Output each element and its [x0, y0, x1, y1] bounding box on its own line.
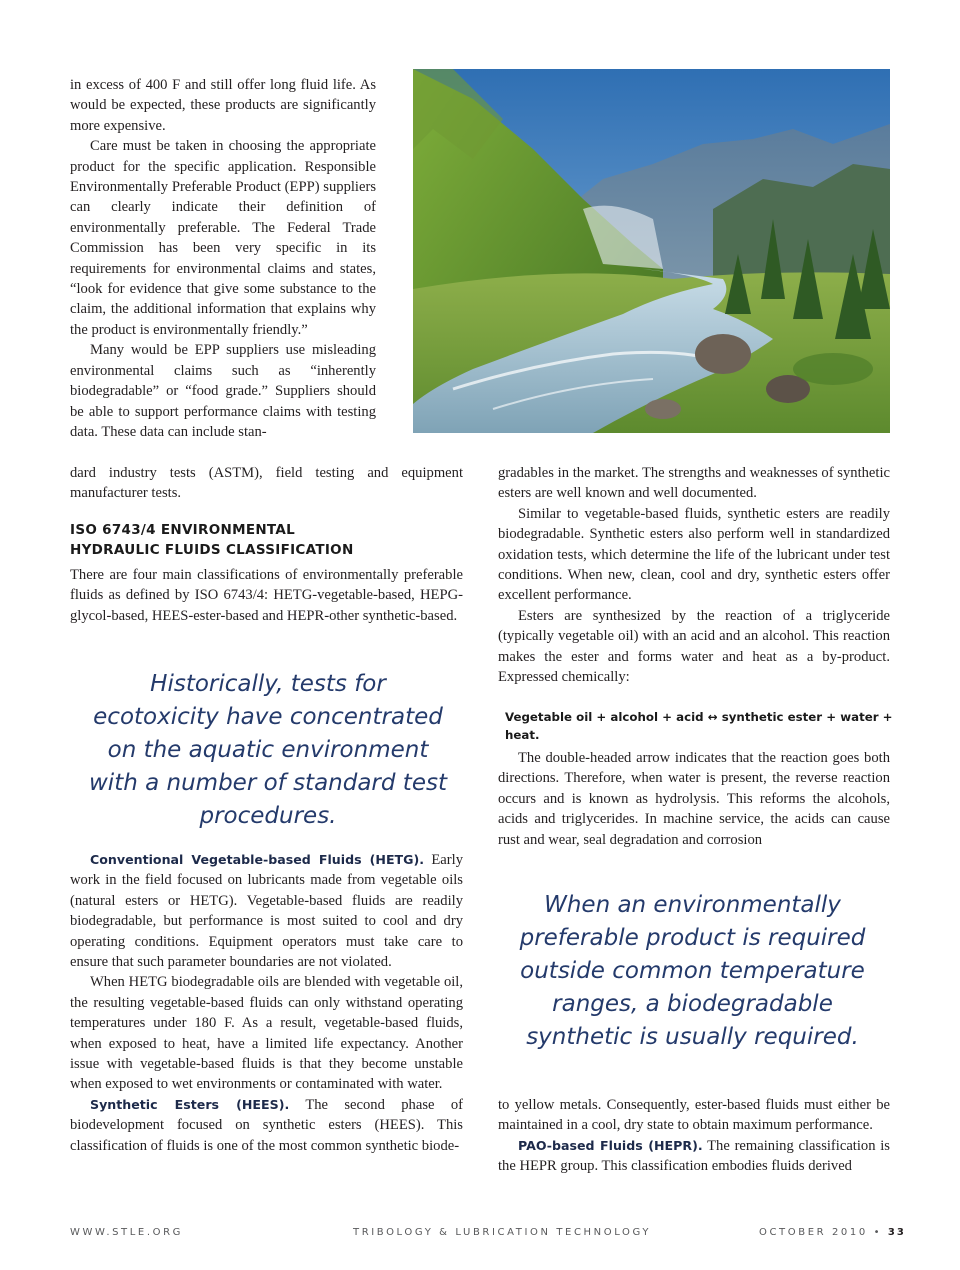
- body-paragraph: Esters are synthesized by the reaction of a triglyceride (typically vegetable oil) with an acid and an alcohol. This reaction makes the ester and forms water and heat as a by-product. Expressed chemically:: [498, 607, 890, 686]
- body-paragraph: in excess of 400 F and still offer long fluid life. As would be expected, these products are significantly more expensive.: [70, 77, 376, 134]
- right-column-middle: [498, 748, 890, 850]
- section-heading-line1: ISO 6743/4 ENVIRONMENTAL: [70, 522, 296, 538]
- body-paragraph: Similar to vegetable-based fluids, synthetic esters are readily biodegradable. Synthetic esters also perform well in standardized oxidation tests, which determine the life of the lubricant under test conditions. When new, clean, cool and dry, synthetic esters offer excellent performance.: [498, 505, 890, 604]
- body-paragraph: There are four main classifications of environmentally preferable fluids as defined by ISO 6743/4: HETG-vegetable-based, HEPG-glycol-based, HEES-ester-based and HEPR-other synthetic-based.: [70, 567, 463, 624]
- left-column-continuation: [70, 463, 463, 504]
- body-paragraph: to yellow metals. Consequently, ester-based fluids must either be maintained in a cool, dry state to obtain maximum performance.: [498, 1097, 890, 1134]
- body-paragraph: gradables in the market. The strengths and weaknesses of synthetic esters are well known and well documented.: [498, 465, 890, 502]
- footer-issue-info: [759, 1227, 906, 1238]
- body-paragraph: [70, 1095, 463, 1156]
- footer-issue-date: OCTOBER 2010: [759, 1227, 868, 1238]
- pull-quote-right: When an environmentally preferable product is required outside common temperature ranges, a biodegradable synthetic is usually required.: [519, 892, 866, 1050]
- left-column-top: [70, 75, 376, 442]
- right-column-top: [498, 463, 890, 687]
- section-intro: [70, 565, 463, 626]
- right-column-bottom: [498, 1095, 890, 1177]
- run-in-heading-hees: Synthetic Esters (HEES).: [90, 1096, 290, 1112]
- hetg-text: Early work in the field focused on lubricants made from vegetable oils (natural esters or HETG). Vegetable-based fluids are readily biodegradable, but performance is most suited to cool and dry operating conditions. Equipment operators must take care to ensure that such parameter boundaries are not violated.: [70, 852, 463, 971]
- section-heading-line2: HYDRAULIC FLUIDS CLASSIFICATION: [70, 542, 354, 558]
- hepr-text: The remaining classification is the HEPR group. This classification embodies fluids derived: [498, 1137, 890, 1175]
- left-column-bottom: [70, 850, 463, 1156]
- body-paragraph: [70, 850, 463, 972]
- body-paragraph: Care must be taken in choosing the appropriate product for the specific application. Responsible Environmentally Preferable Product (EPP) suppliers can clearly indicate their definition of environmentally preferable. The Federal Trade Commission has been very specific in its requirements for environmental claims and states, “look for evidence that give some substance to the claim, the additional information that explains why the product is environmentally friendly.”: [70, 138, 376, 338]
- run-in-heading-hepr: PAO-based Fluids (HEPR).: [518, 1137, 703, 1153]
- mountain-river-photo: [413, 69, 890, 433]
- hees-text: The second phase of biodevelopment focused on synthetic esters (HEES). This classification of fluids is one of the most common synthetic biode-: [70, 1096, 463, 1154]
- section-heading: [70, 520, 463, 560]
- footer-separator: •: [873, 1227, 883, 1238]
- body-paragraph: The double-headed arrow indicates that the reaction goes both directions. Therefore, when water is present, the reverse reaction occurs and is known as hydrolysis. This reforms the alcohols, acids and triglycerides. In machine service, the acids can cause rust and wear, seal degradation and corrosion: [498, 750, 890, 848]
- body-paragraph: [498, 1136, 890, 1177]
- pull-quote-left: Historically, tests for ecotoxicity have concentrated on the aquatic environment with a number of standard test procedures.: [89, 671, 447, 829]
- body-paragraph: dard industry tests (ASTM), field testing and equipment manufacturer tests.: [70, 465, 463, 502]
- footer-magazine-title: TRIBOLOGY & LUBRICATION TECHNOLOGY: [353, 1227, 652, 1238]
- body-paragraph: Many would be EPP suppliers use misleading environmental claims such as “inherently biodegradable” or “food grade.” Suppliers should be able to support performance claims with testing data. These data can include stan-: [70, 342, 376, 440]
- body-paragraph: When HETG biodegradable oils are blended with vegetable oil, the resulting vegetable-based fluids can only withstand operating temperatures under 180 F. As a result, vegetable-based fluids, when exposed to heat, have a limited life expectancy. Another issue with vegetable-based fluids is that they become unstable when exposed to wet environments or contaminated with water.: [70, 974, 463, 1093]
- chemical-formula: Vegetable oil + alcohol + acid ↔ synthetic ester + water + heat.: [505, 710, 893, 742]
- page-number: 33: [887, 1227, 906, 1238]
- footer-website: WWW.STLE.ORG: [70, 1227, 183, 1238]
- run-in-heading-hetg: Conventional Vegetable-based Fluids (HETG).: [90, 852, 425, 867]
